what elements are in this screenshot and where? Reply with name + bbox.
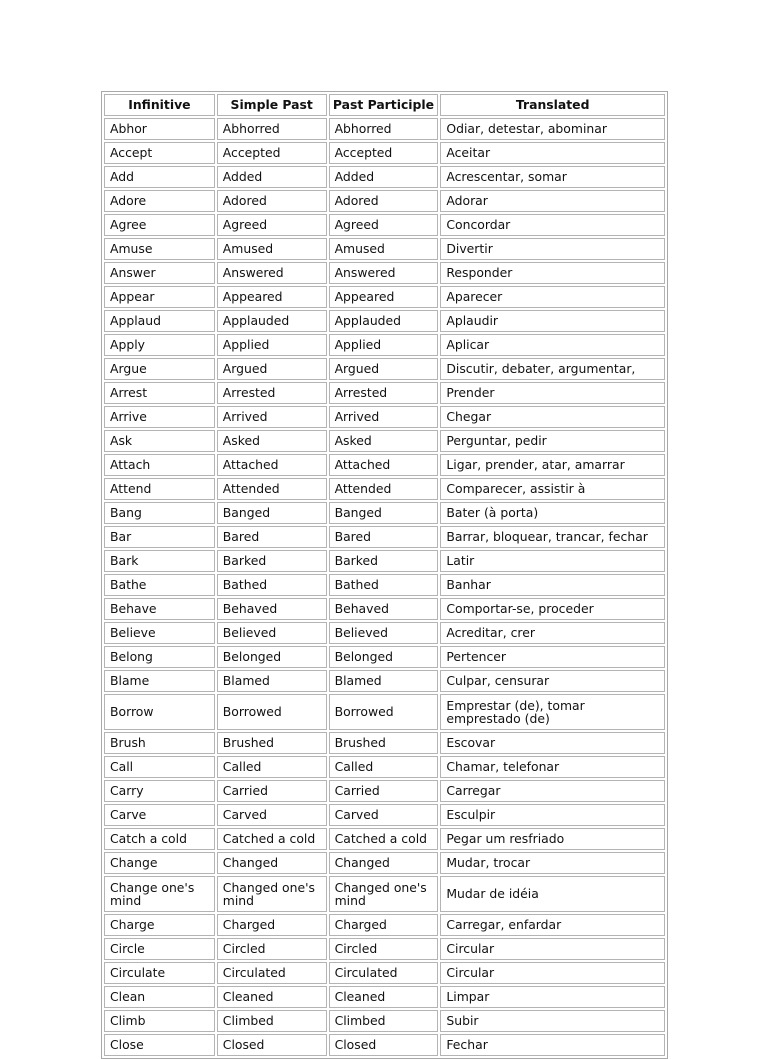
cell-infinitive: Blame bbox=[104, 670, 215, 692]
cell-translated: Acrescentar, somar bbox=[440, 166, 665, 188]
cell-infinitive: Bar bbox=[104, 526, 215, 548]
cell-simple-past: Carved bbox=[217, 804, 327, 826]
cell-infinitive: Apply bbox=[104, 334, 215, 356]
cell-translated: Circular bbox=[440, 938, 665, 960]
table-row bbox=[104, 622, 665, 644]
cell-translated: Responder bbox=[440, 262, 665, 284]
table-row bbox=[104, 828, 665, 850]
table-row bbox=[104, 142, 665, 164]
cell-infinitive: Attend bbox=[104, 478, 215, 500]
cell-infinitive: Adore bbox=[104, 190, 215, 212]
cell-past-participle: Blamed bbox=[329, 670, 439, 692]
table-row bbox=[104, 646, 665, 668]
cell-simple-past: Carried bbox=[217, 780, 327, 802]
table-row bbox=[104, 502, 665, 524]
cell-translated: Carregar, enfardar bbox=[440, 914, 665, 936]
cell-infinitive: Charge bbox=[104, 914, 215, 936]
cell-translated: Limpar bbox=[440, 986, 665, 1008]
cell-infinitive: Amuse bbox=[104, 238, 215, 260]
cell-infinitive: Answer bbox=[104, 262, 215, 284]
table-row bbox=[104, 430, 665, 452]
cell-simple-past: Asked bbox=[217, 430, 327, 452]
cell-simple-past: Bared bbox=[217, 526, 327, 548]
table-row bbox=[104, 670, 665, 692]
cell-past-participle: Believed bbox=[329, 622, 439, 644]
cell-simple-past: Barked bbox=[217, 550, 327, 572]
cell-past-participle: Changed one's mind bbox=[329, 876, 439, 912]
cell-infinitive: Carry bbox=[104, 780, 215, 802]
cell-infinitive: Close bbox=[104, 1034, 215, 1056]
cell-translated: Pertencer bbox=[440, 646, 665, 668]
cell-simple-past: Bathed bbox=[217, 574, 327, 596]
table-row bbox=[104, 986, 665, 1008]
cell-past-participle: Arrested bbox=[329, 382, 439, 404]
table-row bbox=[104, 914, 665, 936]
table-row bbox=[104, 550, 665, 572]
table-row bbox=[104, 310, 665, 332]
cell-translated: Adorar bbox=[440, 190, 665, 212]
cell-infinitive: Accept bbox=[104, 142, 215, 164]
cell-past-participle: Carried bbox=[329, 780, 439, 802]
cell-simple-past: Catched a cold bbox=[217, 828, 327, 850]
cell-infinitive: Argue bbox=[104, 358, 215, 380]
cell-infinitive: Bang bbox=[104, 502, 215, 524]
cell-translated: Circular bbox=[440, 962, 665, 984]
cell-infinitive: Believe bbox=[104, 622, 215, 644]
cell-past-participle: Abhorred bbox=[329, 118, 439, 140]
cell-past-participle: Circulated bbox=[329, 962, 439, 984]
cell-infinitive: Appear bbox=[104, 286, 215, 308]
cell-past-participle: Behaved bbox=[329, 598, 439, 620]
cell-infinitive: Change bbox=[104, 852, 215, 874]
cell-infinitive: Catch a cold bbox=[104, 828, 215, 850]
cell-infinitive: Abhor bbox=[104, 118, 215, 140]
cell-infinitive: Arrest bbox=[104, 382, 215, 404]
cell-translated: Comparecer, assistir à bbox=[440, 478, 665, 500]
cell-simple-past: Belonged bbox=[217, 646, 327, 668]
cell-simple-past: Abhorred bbox=[217, 118, 327, 140]
cell-translated: Acreditar, crer bbox=[440, 622, 665, 644]
header-simple-past: Simple Past bbox=[217, 94, 327, 116]
cell-past-participle: Bathed bbox=[329, 574, 439, 596]
cell-past-participle: Belonged bbox=[329, 646, 439, 668]
header-translated: Translated bbox=[440, 94, 665, 116]
table-row bbox=[104, 804, 665, 826]
table-row bbox=[104, 190, 665, 212]
cell-infinitive: Bark bbox=[104, 550, 215, 572]
cell-past-participle: Called bbox=[329, 756, 439, 778]
cell-translated: Chamar, telefonar bbox=[440, 756, 665, 778]
cell-simple-past: Banged bbox=[217, 502, 327, 524]
table-row bbox=[104, 238, 665, 260]
cell-infinitive: Circulate bbox=[104, 962, 215, 984]
table-row bbox=[104, 262, 665, 284]
table-row bbox=[104, 732, 665, 754]
cell-past-participle: Climbed bbox=[329, 1010, 439, 1032]
table-row bbox=[104, 1034, 665, 1056]
cell-translated: Aceitar bbox=[440, 142, 665, 164]
table-row bbox=[104, 478, 665, 500]
cell-translated: Chegar bbox=[440, 406, 665, 428]
table-row bbox=[104, 852, 665, 874]
table-row bbox=[104, 526, 665, 548]
cell-infinitive: Attach bbox=[104, 454, 215, 476]
cell-past-participle: Asked bbox=[329, 430, 439, 452]
table-row bbox=[104, 454, 665, 476]
cell-infinitive: Carve bbox=[104, 804, 215, 826]
cell-infinitive: Arrive bbox=[104, 406, 215, 428]
cell-translated: Perguntar, pedir bbox=[440, 430, 665, 452]
cell-past-participle: Changed bbox=[329, 852, 439, 874]
cell-simple-past: Added bbox=[217, 166, 327, 188]
cell-infinitive: Change one's mind bbox=[104, 876, 215, 912]
cell-past-participle: Circled bbox=[329, 938, 439, 960]
cell-simple-past: Changed bbox=[217, 852, 327, 874]
cell-past-participle: Arrived bbox=[329, 406, 439, 428]
cell-simple-past: Applauded bbox=[217, 310, 327, 332]
cell-translated: Aparecer bbox=[440, 286, 665, 308]
cell-translated: Mudar de idéia bbox=[440, 876, 665, 912]
cell-simple-past: Blamed bbox=[217, 670, 327, 692]
cell-simple-past: Climbed bbox=[217, 1010, 327, 1032]
cell-translated: Ligar, prender, atar, amarrar bbox=[440, 454, 665, 476]
cell-simple-past: Circulated bbox=[217, 962, 327, 984]
cell-simple-past: Answered bbox=[217, 262, 327, 284]
cell-past-participle: Accepted bbox=[329, 142, 439, 164]
cell-past-participle: Borrowed bbox=[329, 694, 439, 730]
cell-simple-past: Amused bbox=[217, 238, 327, 260]
cell-infinitive: Agree bbox=[104, 214, 215, 236]
cell-infinitive: Brush bbox=[104, 732, 215, 754]
header-past-participle: Past Participle bbox=[329, 94, 439, 116]
table-row bbox=[104, 574, 665, 596]
cell-simple-past: Agreed bbox=[217, 214, 327, 236]
cell-simple-past: Closed bbox=[217, 1034, 327, 1056]
table-row bbox=[104, 938, 665, 960]
cell-past-participle: Banged bbox=[329, 502, 439, 524]
cell-simple-past: Argued bbox=[217, 358, 327, 380]
cell-translated: Divertir bbox=[440, 238, 665, 260]
table-row bbox=[104, 1010, 665, 1032]
cell-past-participle: Brushed bbox=[329, 732, 439, 754]
cell-infinitive: Belong bbox=[104, 646, 215, 668]
cell-simple-past: Brushed bbox=[217, 732, 327, 754]
cell-translated: Concordar bbox=[440, 214, 665, 236]
cell-past-participle: Argued bbox=[329, 358, 439, 380]
cell-simple-past: Called bbox=[217, 756, 327, 778]
cell-translated: Bater (à porta) bbox=[440, 502, 665, 524]
table-row bbox=[104, 406, 665, 428]
cell-past-participle: Adored bbox=[329, 190, 439, 212]
cell-simple-past: Adored bbox=[217, 190, 327, 212]
table-row bbox=[104, 598, 665, 620]
cell-translated: Culpar, censurar bbox=[440, 670, 665, 692]
cell-simple-past: Cleaned bbox=[217, 986, 327, 1008]
cell-infinitive: Call bbox=[104, 756, 215, 778]
cell-simple-past: Attended bbox=[217, 478, 327, 500]
cell-translated: Esculpir bbox=[440, 804, 665, 826]
cell-infinitive: Behave bbox=[104, 598, 215, 620]
cell-past-participle: Amused bbox=[329, 238, 439, 260]
cell-infinitive: Bathe bbox=[104, 574, 215, 596]
cell-past-participle: Applauded bbox=[329, 310, 439, 332]
cell-translated: Prender bbox=[440, 382, 665, 404]
cell-past-participle: Bared bbox=[329, 526, 439, 548]
cell-simple-past: Arrested bbox=[217, 382, 327, 404]
cell-translated: Fechar bbox=[440, 1034, 665, 1056]
cell-past-participle: Agreed bbox=[329, 214, 439, 236]
cell-simple-past: Behaved bbox=[217, 598, 327, 620]
cell-translated: Barrar, bloquear, trancar, fechar bbox=[440, 526, 665, 548]
cell-past-participle: Attached bbox=[329, 454, 439, 476]
table-row bbox=[104, 694, 665, 730]
table-row bbox=[104, 286, 665, 308]
cell-translated: Mudar, trocar bbox=[440, 852, 665, 874]
cell-infinitive: Applaud bbox=[104, 310, 215, 332]
table-row bbox=[104, 780, 665, 802]
cell-translated: Pegar um resfriado bbox=[440, 828, 665, 850]
cell-translated: Banhar bbox=[440, 574, 665, 596]
cell-translated: Carregar bbox=[440, 780, 665, 802]
cell-simple-past: Changed one's mind bbox=[217, 876, 327, 912]
table-row bbox=[104, 214, 665, 236]
cell-simple-past: Appeared bbox=[217, 286, 327, 308]
cell-simple-past: Circled bbox=[217, 938, 327, 960]
cell-past-participle: Attended bbox=[329, 478, 439, 500]
cell-simple-past: Attached bbox=[217, 454, 327, 476]
cell-past-participle: Charged bbox=[329, 914, 439, 936]
table-row bbox=[104, 876, 665, 912]
cell-past-participle: Carved bbox=[329, 804, 439, 826]
cell-past-participle: Cleaned bbox=[329, 986, 439, 1008]
cell-past-participle: Answered bbox=[329, 262, 439, 284]
table-row bbox=[104, 118, 665, 140]
cell-simple-past: Accepted bbox=[217, 142, 327, 164]
cell-simple-past: Borrowed bbox=[217, 694, 327, 730]
verbs-table bbox=[101, 91, 668, 1059]
header-infinitive: Infinitive bbox=[104, 94, 215, 116]
cell-translated: Aplaudir bbox=[440, 310, 665, 332]
cell-translated: Discutir, debater, argumentar, bbox=[440, 358, 665, 380]
header-row bbox=[104, 94, 665, 116]
cell-infinitive: Ask bbox=[104, 430, 215, 452]
cell-infinitive: Add bbox=[104, 166, 215, 188]
cell-past-participle: Catched a cold bbox=[329, 828, 439, 850]
cell-translated: Latir bbox=[440, 550, 665, 572]
cell-infinitive: Circle bbox=[104, 938, 215, 960]
table-row bbox=[104, 962, 665, 984]
table-row bbox=[104, 334, 665, 356]
cell-translated: Subir bbox=[440, 1010, 665, 1032]
cell-infinitive: Climb bbox=[104, 1010, 215, 1032]
table-row bbox=[104, 358, 665, 380]
table-body bbox=[104, 118, 665, 1056]
cell-past-participle: Closed bbox=[329, 1034, 439, 1056]
cell-translated: Aplicar bbox=[440, 334, 665, 356]
cell-translated: Emprestar (de), tomar emprestado (de) bbox=[440, 694, 665, 730]
cell-past-participle: Barked bbox=[329, 550, 439, 572]
cell-simple-past: Believed bbox=[217, 622, 327, 644]
cell-simple-past: Applied bbox=[217, 334, 327, 356]
cell-simple-past: Charged bbox=[217, 914, 327, 936]
cell-translated: Comportar-se, proceder bbox=[440, 598, 665, 620]
cell-infinitive: Borrow bbox=[104, 694, 215, 730]
cell-simple-past: Arrived bbox=[217, 406, 327, 428]
cell-translated: Escovar bbox=[440, 732, 665, 754]
cell-infinitive: Clean bbox=[104, 986, 215, 1008]
table-row bbox=[104, 756, 665, 778]
cell-past-participle: Appeared bbox=[329, 286, 439, 308]
table-row bbox=[104, 166, 665, 188]
cell-past-participle: Added bbox=[329, 166, 439, 188]
cell-translated: Odiar, detestar, abominar bbox=[440, 118, 665, 140]
table-row bbox=[104, 382, 665, 404]
cell-past-participle: Applied bbox=[329, 334, 439, 356]
